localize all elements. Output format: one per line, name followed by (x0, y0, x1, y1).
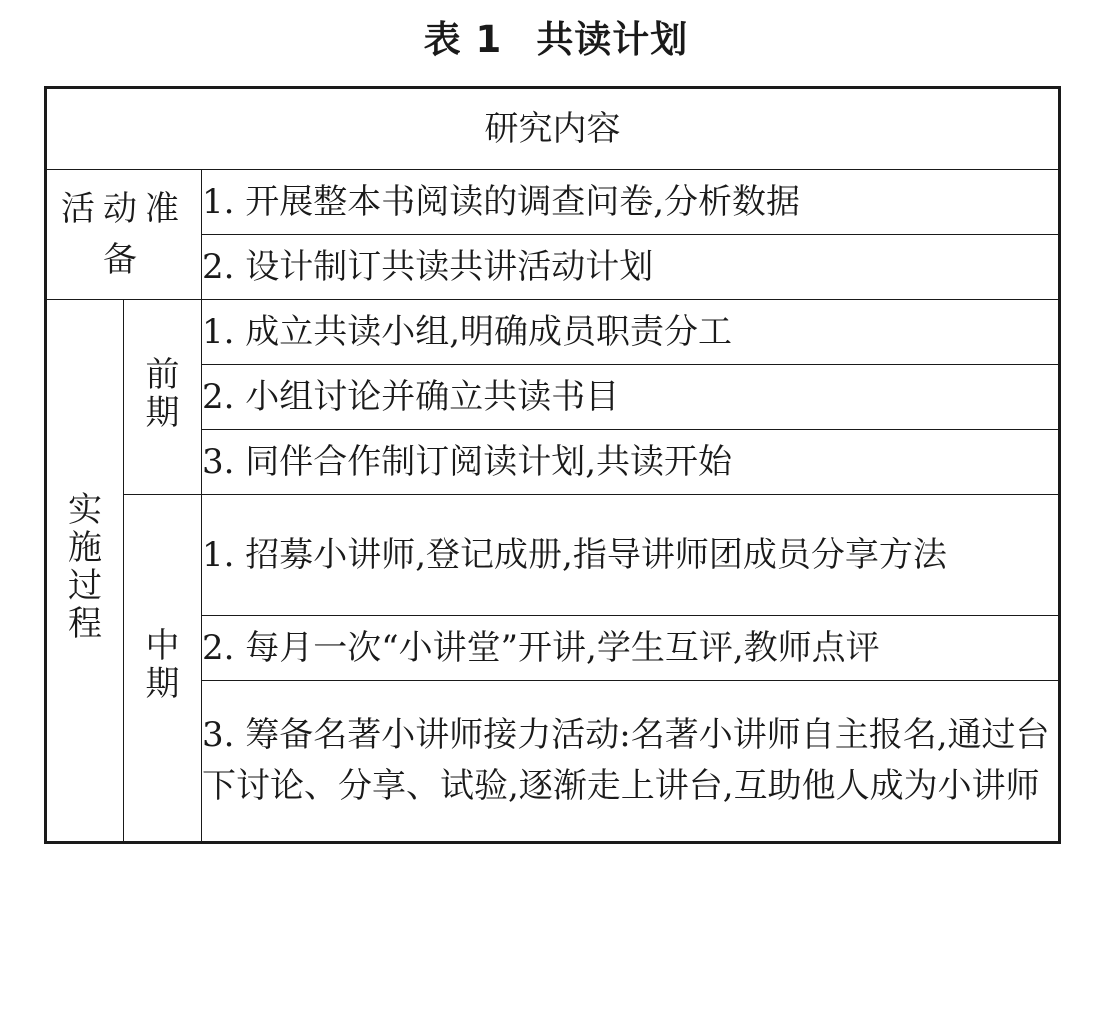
phase-label-text: 前期 (145, 354, 180, 433)
table-caption (0, 14, 1112, 66)
item-mid-3: 3. 筹备名著小讲师接力活动:名著小讲师自主报名,通过台下讨论、分享、试验,逐渐走上讲台,互助他人成为小讲师 (202, 681, 1060, 843)
plan-table (44, 86, 1061, 844)
phase-label-text: 中期 (145, 625, 180, 704)
item-mid-1: 1. 招募小讲师,登记成册,指导讲师团成员分享方法 (202, 495, 1060, 616)
caption-label: 表 1 (423, 18, 503, 61)
item-prep-1: 1. 开展整本书阅读的调查问卷,分析数据 (202, 170, 1060, 235)
phase-label-mid (124, 495, 202, 843)
table-header-row (46, 88, 1060, 170)
stage-label-text: 活动准备 (61, 188, 187, 280)
table-row (46, 170, 1060, 235)
table-row (46, 495, 1060, 616)
caption-title: 共读计划 (536, 18, 689, 61)
item-early-3: 3. 同伴合作制订阅读计划,共读开始 (202, 430, 1060, 495)
phase-label-early (124, 300, 202, 495)
stage-label-text: 实施过程 (68, 490, 102, 644)
item-early-1: 1. 成立共读小组,明确成员职责分工 (202, 300, 1060, 365)
stage-label-prep (46, 170, 202, 300)
item-prep-2: 2. 设计制订共读共讲活动计划 (202, 235, 1060, 300)
stage-label-impl (46, 300, 124, 843)
table-row (46, 300, 1060, 365)
item-early-2: 2. 小组讨论并确立共读书目 (202, 365, 1060, 430)
table-header-cell: 研究内容 (46, 88, 1060, 170)
item-mid-2: 2. 每月一次“小讲堂”开讲,学生互评,教师点评 (202, 616, 1060, 681)
